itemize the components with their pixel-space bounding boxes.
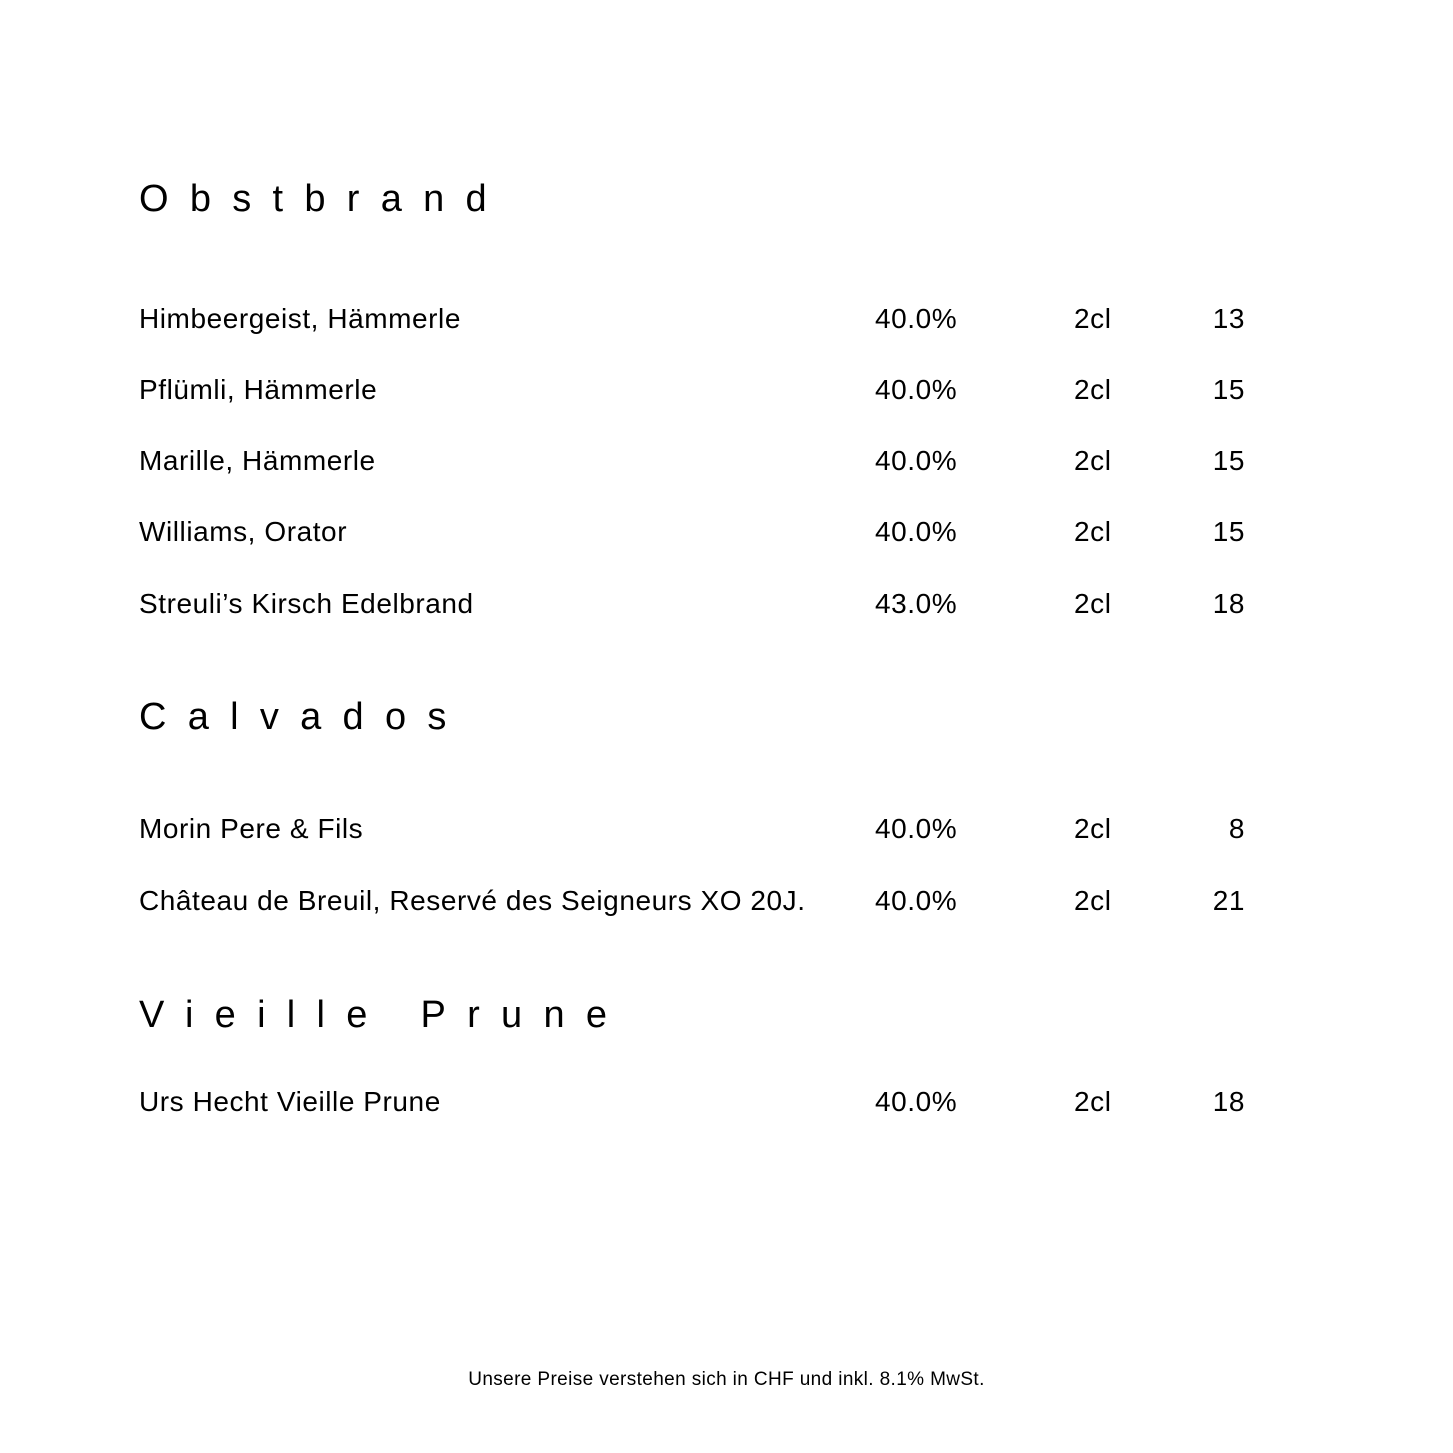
menu-item-row xyxy=(139,372,1249,408)
item-volume: 2cl xyxy=(1074,374,1112,405)
item-volume: 2cl xyxy=(1074,813,1112,844)
section-heading-calvados: Calvados xyxy=(139,696,468,738)
item-price: 21 xyxy=(1212,885,1245,916)
item-price: 15 xyxy=(1212,516,1245,547)
item-price: 15 xyxy=(1212,445,1245,476)
item-volume: 2cl xyxy=(1074,303,1112,334)
menu-item-row xyxy=(139,1084,1249,1120)
menu-item-row xyxy=(139,811,1249,847)
item-name: Château de Breuil, Reservé des Seigneurs XO 20J. xyxy=(139,885,806,916)
item-abv: 40.0% xyxy=(875,374,958,405)
item-volume: 2cl xyxy=(1074,1086,1112,1117)
item-price: 18 xyxy=(1212,1086,1245,1117)
item-price: 18 xyxy=(1212,588,1245,619)
item-abv: 40.0% xyxy=(875,813,958,844)
item-abv: 40.0% xyxy=(875,1086,958,1117)
item-abv: 43.0% xyxy=(875,588,958,619)
menu-item-row xyxy=(139,514,1249,550)
item-price: 8 xyxy=(1228,813,1245,844)
item-name: Pflümli, Hämmerle xyxy=(139,374,378,405)
section-heading-vieille-prune: Vieille Prune xyxy=(139,994,629,1036)
item-volume: 2cl xyxy=(1074,516,1112,547)
item-name: Marille, Hämmerle xyxy=(139,445,376,476)
item-name: Urs Hecht Vieille Prune xyxy=(139,1086,441,1117)
item-abv: 40.0% xyxy=(875,885,958,916)
item-name: Morin Pere & Fils xyxy=(139,813,364,844)
price-footnote: Unsere Preise verstehen sich in CHF und inkl. 8.1% MwSt. xyxy=(468,1369,985,1390)
item-volume: 2cl xyxy=(1074,885,1112,916)
item-volume: 2cl xyxy=(1074,445,1112,476)
item-name: Streuli’s Kirsch Edelbrand xyxy=(139,588,474,619)
item-abv: 40.0% xyxy=(875,303,958,334)
item-name: Himbeergeist, Hämmerle xyxy=(139,303,461,334)
menu-item-row xyxy=(139,586,1249,622)
menu-item-row xyxy=(139,443,1249,479)
menu-item-row xyxy=(139,883,1249,919)
item-abv: 40.0% xyxy=(875,516,958,547)
item-abv: 40.0% xyxy=(875,445,958,476)
menu-item-row xyxy=(139,301,1249,337)
section-heading-obstbrand: Obstbrand xyxy=(139,178,508,220)
item-price: 13 xyxy=(1212,303,1245,334)
item-volume: 2cl xyxy=(1074,588,1112,619)
item-price: 15 xyxy=(1212,374,1245,405)
item-name: Williams, Orator xyxy=(139,516,348,547)
